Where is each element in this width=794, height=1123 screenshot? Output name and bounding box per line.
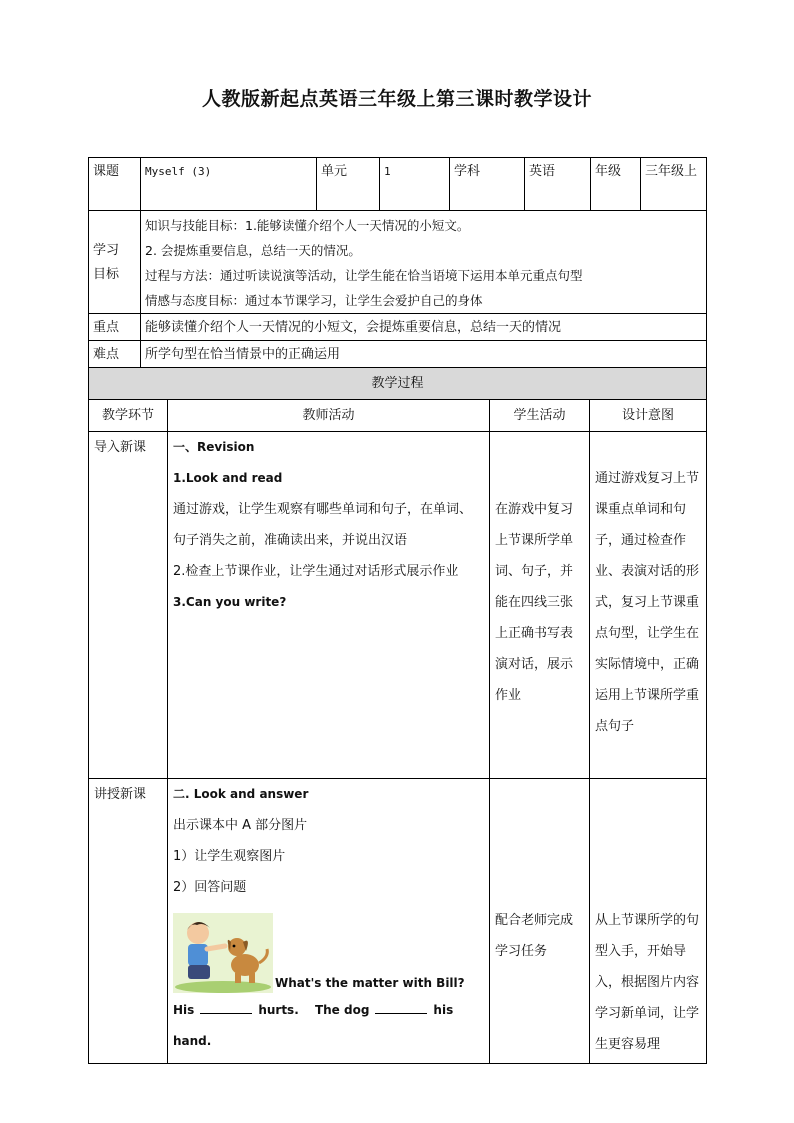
topic-label: 课题 xyxy=(89,158,141,211)
unit-value: 1 xyxy=(380,158,450,211)
key-label: 重点 xyxy=(89,314,141,341)
goal-line: 知识与技能目标：1.能够读懂介绍个人一天情况的小短文。 xyxy=(145,218,470,233)
activity-heading: 3.Can you write? xyxy=(173,595,287,609)
goal-line: 过程与方法：通过听读说演等活动，让学生能在恰当语境下运用本单元重点句型 xyxy=(145,268,583,283)
col-stage: 教学环节 xyxy=(89,400,168,432)
subject-value: 英语 xyxy=(525,158,591,211)
difficulty-text: 所学句型在恰当情景中的正确运用 xyxy=(141,341,707,368)
teaching-process-table xyxy=(88,367,707,1064)
fill-in-sentence: His hurts. The dog his hand. xyxy=(173,1003,454,1048)
unit-label: 单元 xyxy=(317,158,380,211)
stage-name: 讲授新课 xyxy=(89,779,168,1064)
process-header-row xyxy=(89,368,707,400)
key-row xyxy=(89,314,707,341)
topic-value: Myself (3) xyxy=(141,158,317,211)
col-teacher: 教师活动 xyxy=(168,400,490,432)
col-student: 学生活动 xyxy=(490,400,590,432)
document-title: 人教版新起点英语三年级上第三课时教学设计 xyxy=(201,88,592,110)
goals-row xyxy=(89,211,707,314)
goal-line: 2. 会提炼重要信息，总结一天的情况。 xyxy=(145,243,361,258)
student-activity: 在游戏中复习上节课所学单词、句子，并能在四线三张上正确书写表演对话，展示作业 xyxy=(490,432,590,779)
lesson-info-table xyxy=(88,157,707,368)
activity-heading: 1.Look and read xyxy=(173,471,283,485)
section-heading: 一、Revision xyxy=(173,440,255,454)
difficulty-label: 难点 xyxy=(89,341,141,368)
stage-row-new xyxy=(89,779,707,1064)
section-heading: 二. Look and answer xyxy=(173,787,309,801)
grade-value: 三年级上 xyxy=(641,158,707,211)
activity-text: 2.检查上节课作业，让学生通过对话形式展示作业 xyxy=(173,564,459,579)
student-activity: 配合老师完成学习任务 xyxy=(490,779,590,1064)
stage-row-intro xyxy=(89,432,707,779)
blank-1[interactable] xyxy=(200,1001,252,1014)
subject-label: 学科 xyxy=(450,158,525,211)
boy-and-dog-illustration xyxy=(173,913,273,993)
grade-label: 年级 xyxy=(591,158,641,211)
design-intent: 通过游戏复习上节课重点单词和句子，通过检查作业、表演对话的形式，复习上节课重点句型，让学生在实际情境中，正确运用上节课所学重点句子 xyxy=(590,432,707,779)
goals-text xyxy=(141,211,707,314)
key-text: 能够读懂介绍个人一天情况的小短文，会提炼重要信息，总结一天的情况 xyxy=(141,314,707,341)
question-text: What's the matter with Bill? xyxy=(275,976,465,990)
teacher-activity xyxy=(168,779,490,1064)
goals-label: 学习 目标 xyxy=(89,211,141,314)
column-header-row xyxy=(89,400,707,432)
picture-row xyxy=(173,913,484,993)
goal-line: 情感与态度目标：通过本节课学习，让学生会爱护自己的身体 xyxy=(145,293,483,308)
col-intent: 设计意图 xyxy=(590,400,707,432)
teacher-activity xyxy=(168,432,490,779)
activity-text: 2）回答问题 xyxy=(173,880,247,895)
difficulty-row xyxy=(89,341,707,368)
activity-text: 出示课本中 A 部分图片 xyxy=(173,818,308,833)
design-intent: 从上节课所学的句型入手，开始导入，根据图片内容学习新单词，让学生更容易理 xyxy=(590,779,707,1064)
stage-name: 导入新课 xyxy=(89,432,168,779)
process-header: 教学过程 xyxy=(89,368,707,400)
activity-text: 1）让学生观察图片 xyxy=(173,849,286,864)
info-row xyxy=(89,158,707,211)
blank-2[interactable] xyxy=(375,1001,427,1014)
activity-text: 通过游戏，让学生观察有哪些单词和句子，在单词、句子消失之前，准确读出来，并说出汉语 xyxy=(173,502,473,548)
